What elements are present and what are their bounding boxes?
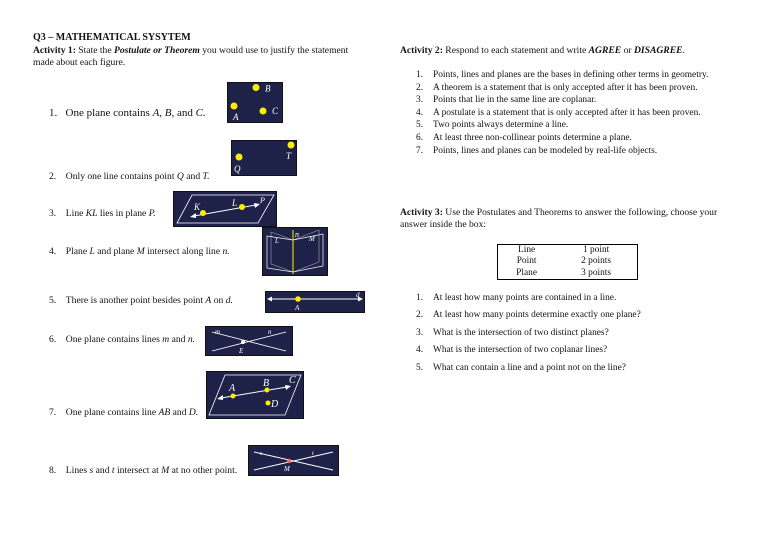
list-item: 3. What is the intersection of two distinct planes?	[416, 327, 609, 338]
figure-label: T	[286, 151, 292, 161]
box-cell: Point	[516, 256, 537, 267]
figure-label: B	[263, 378, 270, 389]
list-item: 7. Points, lines and planes can be modeled by real-life objects.	[416, 145, 658, 156]
box-cell: 1 point	[582, 245, 610, 256]
activity1-item-1: 1. One plane contains A, B, and C.	[49, 107, 206, 119]
activity1-item-7: 7. One plane contains line AB and D.	[49, 407, 199, 418]
page-title: Q3 – MATHEMATICAL SYSYTEM	[33, 32, 191, 43]
list-item: 6. At least three non-collinear points determine a plane.	[416, 132, 632, 143]
figure-1-points-abc	[227, 82, 283, 123]
activity2-list	[416, 69, 708, 157]
figure-label: L	[232, 198, 238, 208]
box-cell: Plane	[516, 267, 538, 278]
figure-label: P	[260, 196, 265, 205]
list-item: 2. A theorem is a statement that is only accepted after it has been proven.	[416, 82, 698, 93]
figure-5-line-d	[265, 291, 365, 313]
box-cell: Line	[518, 245, 536, 256]
list-item: 4. A postulate is a statement that is only accepted after it has been proven.	[416, 107, 701, 118]
figure-3-line-in-plane	[173, 191, 277, 227]
figure-label: s	[260, 451, 263, 457]
figure-7-line-and-point	[206, 371, 304, 419]
figure-2-points-qt	[231, 140, 297, 176]
box-cell: 2 points	[581, 256, 612, 267]
activity3-instructions-line2: answer inside the box:	[400, 219, 487, 230]
figure-label: A	[295, 304, 300, 312]
list-item: 5. Two points always determine a line.	[416, 120, 569, 131]
list-item: 1. At least how many points are contained in a line.	[416, 293, 617, 303]
activity1-item-4: 4. Plane L and plane M intersect along line n.	[49, 246, 230, 257]
activity1-item-5: 5. There is another point besides point A on d.	[49, 295, 233, 306]
figure-label: L	[275, 237, 279, 245]
answer-choices-box	[497, 244, 638, 280]
figure-label: B	[265, 83, 271, 94]
figure-label: n	[295, 230, 299, 239]
activity1-item-2: 2. Only one line contains point Q and T.	[49, 171, 210, 182]
figure-label: d	[356, 292, 360, 299]
figure-label: n	[268, 328, 272, 336]
figure-6-two-lines	[205, 326, 293, 356]
figure-label: m	[215, 328, 221, 336]
activity1-label: Activity 1:	[33, 45, 76, 56]
list-item: 5. What can contain a line and a point not on the line?	[416, 362, 626, 373]
figure-label: Q	[234, 164, 241, 174]
activity3-label: Activity 3:	[400, 207, 443, 218]
list-item: 1. Points, lines and planes are the bases in defining other terms in geometry.	[416, 70, 709, 80]
figure-label: A	[233, 112, 239, 122]
figure-label: C	[272, 106, 279, 116]
list-item: 2. At least how many points determine exactly one plane?	[416, 310, 641, 321]
figure-8-intersecting-lines	[248, 445, 339, 476]
figure-label: C	[289, 375, 296, 386]
list-item: 4. What is the intersection of two coplanar lines?	[416, 345, 608, 356]
list-item: 3. Points that lie in the same line are coplanar.	[416, 95, 597, 106]
figure-label: t	[312, 451, 314, 457]
activity1-item-6: 6. One plane contains lines m and n.	[49, 334, 196, 345]
box-cell: 3 points	[581, 267, 612, 278]
figure-label: A	[229, 383, 236, 394]
activity1-item-3: 3. Line KL lies in plane P.	[49, 208, 156, 219]
activity2-instructions: Activity 2: Respond to each statement and write AGREE or DISAGREE.	[400, 45, 685, 56]
figure-label: M	[284, 465, 290, 473]
figure-label: M	[309, 235, 315, 243]
activity3-list	[416, 292, 641, 379]
activity2-label: Activity 2:	[400, 45, 443, 56]
activity1-instructions-line2: made about each figure.	[33, 57, 126, 68]
figure-label: D	[271, 399, 279, 410]
figure-4-intersecting-planes	[262, 227, 328, 276]
activity1-item-8: 8. Lines s and t intersect at M at no other point.	[49, 465, 238, 476]
figure-label: E	[239, 347, 244, 355]
activity1-instructions: Activity 1: State the Postulate or Theorem you would use to justify the statement	[33, 45, 349, 56]
activity3-instructions: Activity 3: Use the Postulates and Theorems to answer the following, choose your	[400, 207, 718, 218]
figure-label: K	[194, 202, 201, 212]
